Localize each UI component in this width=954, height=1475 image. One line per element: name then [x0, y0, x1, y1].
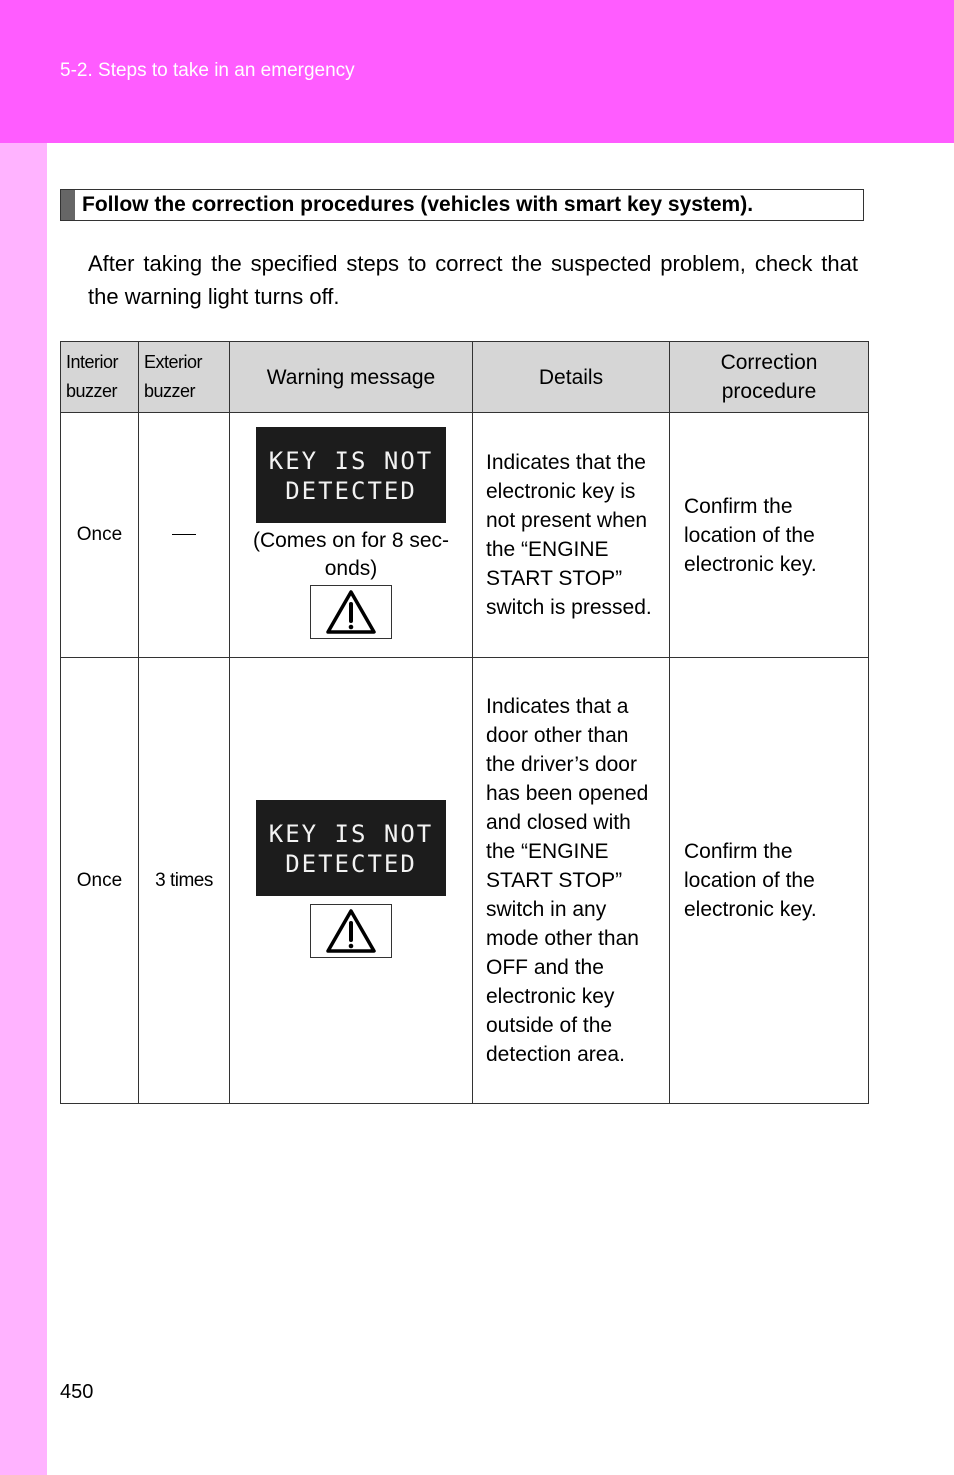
correction-cell: Confirm the location of the electronic key.: [670, 413, 869, 658]
lcd-line1: KEY IS NOT: [268, 447, 434, 475]
details-cell: Indicates that a door other than the driver’s door has been opened and closed with the “ENGINE START STOP” switch in any mode other than OFF and the electronic key outside of the detection area.: [473, 658, 670, 1104]
table-row: [61, 413, 869, 658]
header-exterior-line2: buzzer: [144, 381, 196, 401]
lcd-line2: DETECTED: [285, 849, 417, 878]
lcd-line1: KEY IS NOT: [268, 819, 434, 848]
header-warning-message: Warning message: [230, 342, 473, 413]
header-correction-line1: Correction: [720, 351, 818, 374]
table-header-row: [61, 342, 869, 413]
interior-buzzer-cell: Once: [61, 413, 139, 658]
header-exterior-line1: Exterior: [144, 352, 203, 372]
exterior-buzzer-cell: 3 times: [139, 658, 230, 1104]
warning-message-cell: [230, 413, 473, 658]
section-heading-bar: [61, 190, 75, 220]
header-correction-procedure: [670, 342, 869, 413]
lcd-display: [256, 427, 446, 523]
lcd-line2: DETECTED: [285, 477, 417, 505]
intro-paragraph: After taking the specified steps to correct the suspected problem, check that the warning light turns off.: [88, 251, 858, 309]
header-interior-buzzer: [61, 342, 139, 413]
header-interior-line1: Interior: [66, 352, 119, 372]
table-row: [61, 658, 869, 1104]
section-heading-title: Follow the correction procedures (vehicles with smart key system).: [82, 193, 754, 216]
section-heading: [60, 189, 864, 221]
lcd-display: [256, 800, 446, 896]
interior-buzzer-cell: Once: [61, 658, 139, 1104]
header-details: Details: [473, 342, 670, 413]
exterior-buzzer-cell: [139, 413, 230, 658]
warning-message-cell: [230, 658, 473, 1104]
header-correction-line2: procedure: [721, 380, 817, 403]
side-band: [0, 143, 47, 1475]
header-exterior-buzzer: [139, 342, 230, 413]
header-interior-line2: buzzer: [66, 381, 118, 401]
exterior-dash: [172, 534, 196, 535]
breadcrumb: 5-2. Steps to take in an emergency: [60, 60, 355, 81]
correction-cell: Confirm the location of the electronic key.: [670, 658, 869, 1104]
details-cell: Indicates that the electronic key is not present when the “ENGINE START STOP” switch is pressed.: [473, 413, 670, 658]
warning-triangle-icon: [310, 904, 392, 958]
page-number: 450: [60, 1381, 94, 1403]
warning-table: [60, 341, 869, 1104]
warning-triangle-icon: [310, 585, 392, 639]
message-caption: (Comes on for 8 sec- onds): [252, 529, 450, 580]
